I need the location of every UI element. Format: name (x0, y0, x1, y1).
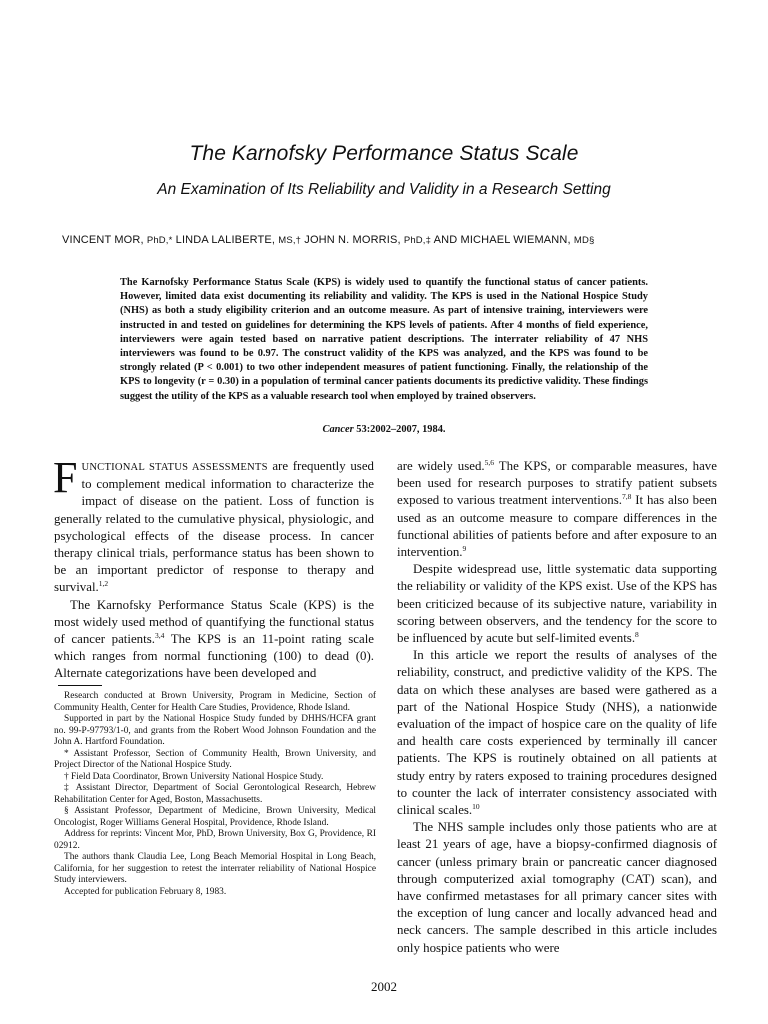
footnote: † Field Data Coordinator, Brown University National Hospice Study. (64, 771, 324, 782)
footnote: Supported in part by the National Hospice Study funded by DHHS/HCFA grant no. 99-P-97793/1-0, and grants from the Robert Wood Johnson Foundation and the John A. Hartford Foundation. (54, 714, 376, 747)
reference-mark: 8 (635, 630, 639, 640)
author-degree: PhD,* (146, 235, 173, 246)
author-name: LINDA LALIBERTE, (175, 234, 279, 246)
body-paragraph (397, 561, 717, 647)
body-paragraph (397, 458, 717, 561)
body-paragraph (397, 647, 717, 819)
body-text: In this article we report the results of analyses of the reliability, construct, and predictive validity of the KPS. The data on which these analyses are based were gathered as a part of the National Hospice Study (NHS), a nationwide evaluation of the impact of hospice care on the quality of life and health care costs experienced by terminally ill cancer patients. The KPS is routinely obtained on all patients at study entry by raters exposed to training procedures designed to counter the lack of interrater consistency associated with clinical scales. (397, 648, 717, 818)
footnote-divider (58, 685, 102, 686)
body-text: The Karnofsky Performance Status Scale (KPS) is the most widely used method of quantifying the functional status of cancer patients. (54, 597, 374, 647)
body-paragraph (54, 597, 374, 683)
abstract: The Karnofsky Performance Status Scale (KPS) is widely used to quantify the functional status of cancer patients. However, limited data exist documenting its reliability and validity. The KPS is used in the National Hospice Study (NHS) as both a study eligibility criterion and an outcome measure. As part of intensive training, interviewers were instructed in and tested on guidelines for determining the KPS levels of patients. After 4 months of field experience, interviewers were again tested based on narrative patient descriptions. The interrater reliability of 47 NHS interviewers was found to be 0.97. The construct validity of the KPS was analyzed, and the KPS was found to be strongly related (P < 0.001) to two other independent measures of patient functioning. Finally, the relationship of the KPS to longevity (r = 0.30) in a population of terminal cancer patients documents its predictive validity. These findings suggest the utility of the KPS as a valuable research tool when employed by trained observers. (120, 277, 648, 402)
author-degree: MD§ (573, 235, 595, 246)
reference-mark: 9 (462, 544, 467, 554)
right-column (397, 458, 717, 957)
article-subtitle: An Examination of Its Reliability and Validity in a Research Setting (157, 181, 611, 198)
footnotes (54, 691, 376, 898)
body-text: are widely used. (397, 459, 485, 473)
footnote: The authors thank Claudia Lee, Long Beach Memorial Hospital in Long Beach, California, for her suggestion to retest the interrater reliability of National Hospice Study interviewers. (54, 852, 376, 885)
footnote: * Assistant Professor, Section of Community Health, Brown University, and Project Director of the National Hospice Study. (54, 748, 376, 770)
body-text: Despite widespread use, little systematic data supporting the reliability or validity of the KPS exist. Use of the KPS has been criticized because of its subjective nature, variability in scoring between observers, and the tendency for the score to be influenced by acute but self-limited events. (397, 562, 717, 646)
reference-mark: 1,2 (98, 579, 109, 589)
author-degree: PhD,‡ (403, 235, 432, 246)
author-name: VINCENT MOR, (62, 234, 147, 246)
reference-mark: 5,6 (484, 458, 495, 467)
lead-in-smallcaps: UNCTIONAL STATUS ASSESSMENTS (81, 462, 268, 473)
body-paragraph (53, 453, 374, 597)
body-text: The KPS is an 11-point rating scale which ranges from normal functioning (100) to dead (0). Alternate categorizations have been developed and (54, 632, 375, 681)
article-title: The Karnofsky Performance Status Scale (189, 142, 579, 165)
left-column (53, 453, 375, 683)
reference-mark: 7,8 (621, 492, 632, 502)
footnote: Address for reprints: Vincent Mor, PhD, Brown University, Box G, Providence, RI 02912. (54, 829, 376, 851)
footnote: § Assistant Professor, Department of Medicine, Brown University, Medical Oncologist, Roger Williams General Hospital, Providence, Rhode Island. (54, 806, 376, 828)
footnote: ‡ Assistant Director, Department of Social Gerontological Research, Hebrew Rehabilitation Center for Aged, Boston, Massachusetts. (54, 783, 376, 805)
author-name: AND MICHAEL WIEMANN, (433, 234, 574, 246)
body-text: The KPS, or comparable measures, have been used for research purposes to stratify patient subsets exposed to various treatment interventions. (397, 459, 717, 508)
author-line (62, 234, 730, 246)
body-paragraph: The NHS sample includes only those patients who are at least 21 years of age, have a biopsy-confirmed diagnosis of cancer (unless primary brain or pancreatic cancer diagnosed through computerized axial tomography (CAT) scan), and have confirmed metastases for all primary cancer sites with the exception of lung cancer and locally advanced head and neck cancers. The sample described in this article includes only hospice patients who were (397, 820, 717, 955)
reference-mark: 3,4 (154, 631, 165, 641)
reference-mark: 10 (472, 802, 480, 812)
body-text: It has also been used as an outcome measure to compare differences in the functional abilities of patients before and after exposure to an intervention. (397, 493, 718, 560)
journal-name: Cancer (322, 424, 354, 435)
footnote: Research conducted at Brown University, Program in Medicine, Section of Community Health, Center for Health Care Studies, Providence, Rhode Island. (54, 691, 376, 713)
citation (0, 424, 768, 435)
citation-ref: 53:2002–2007, 1984. (353, 424, 446, 435)
author-degree: MS,† (278, 235, 302, 246)
page-number: 2002 (371, 979, 397, 994)
drop-cap: F (53, 453, 78, 502)
footnote: Accepted for publication February 8, 1983. (64, 886, 227, 897)
body-text: are frequently used to complement medical information to characterize the impact of disease on the patient. Loss of function is generally related to the cumulative physical, physiologic, and psychological effects of the disease process. In cancer therapy clinical trials, performance status has been shown to be an important predictor of response to therapy and survival. (54, 459, 374, 595)
author-name: JOHN N. MORRIS, (304, 234, 404, 246)
